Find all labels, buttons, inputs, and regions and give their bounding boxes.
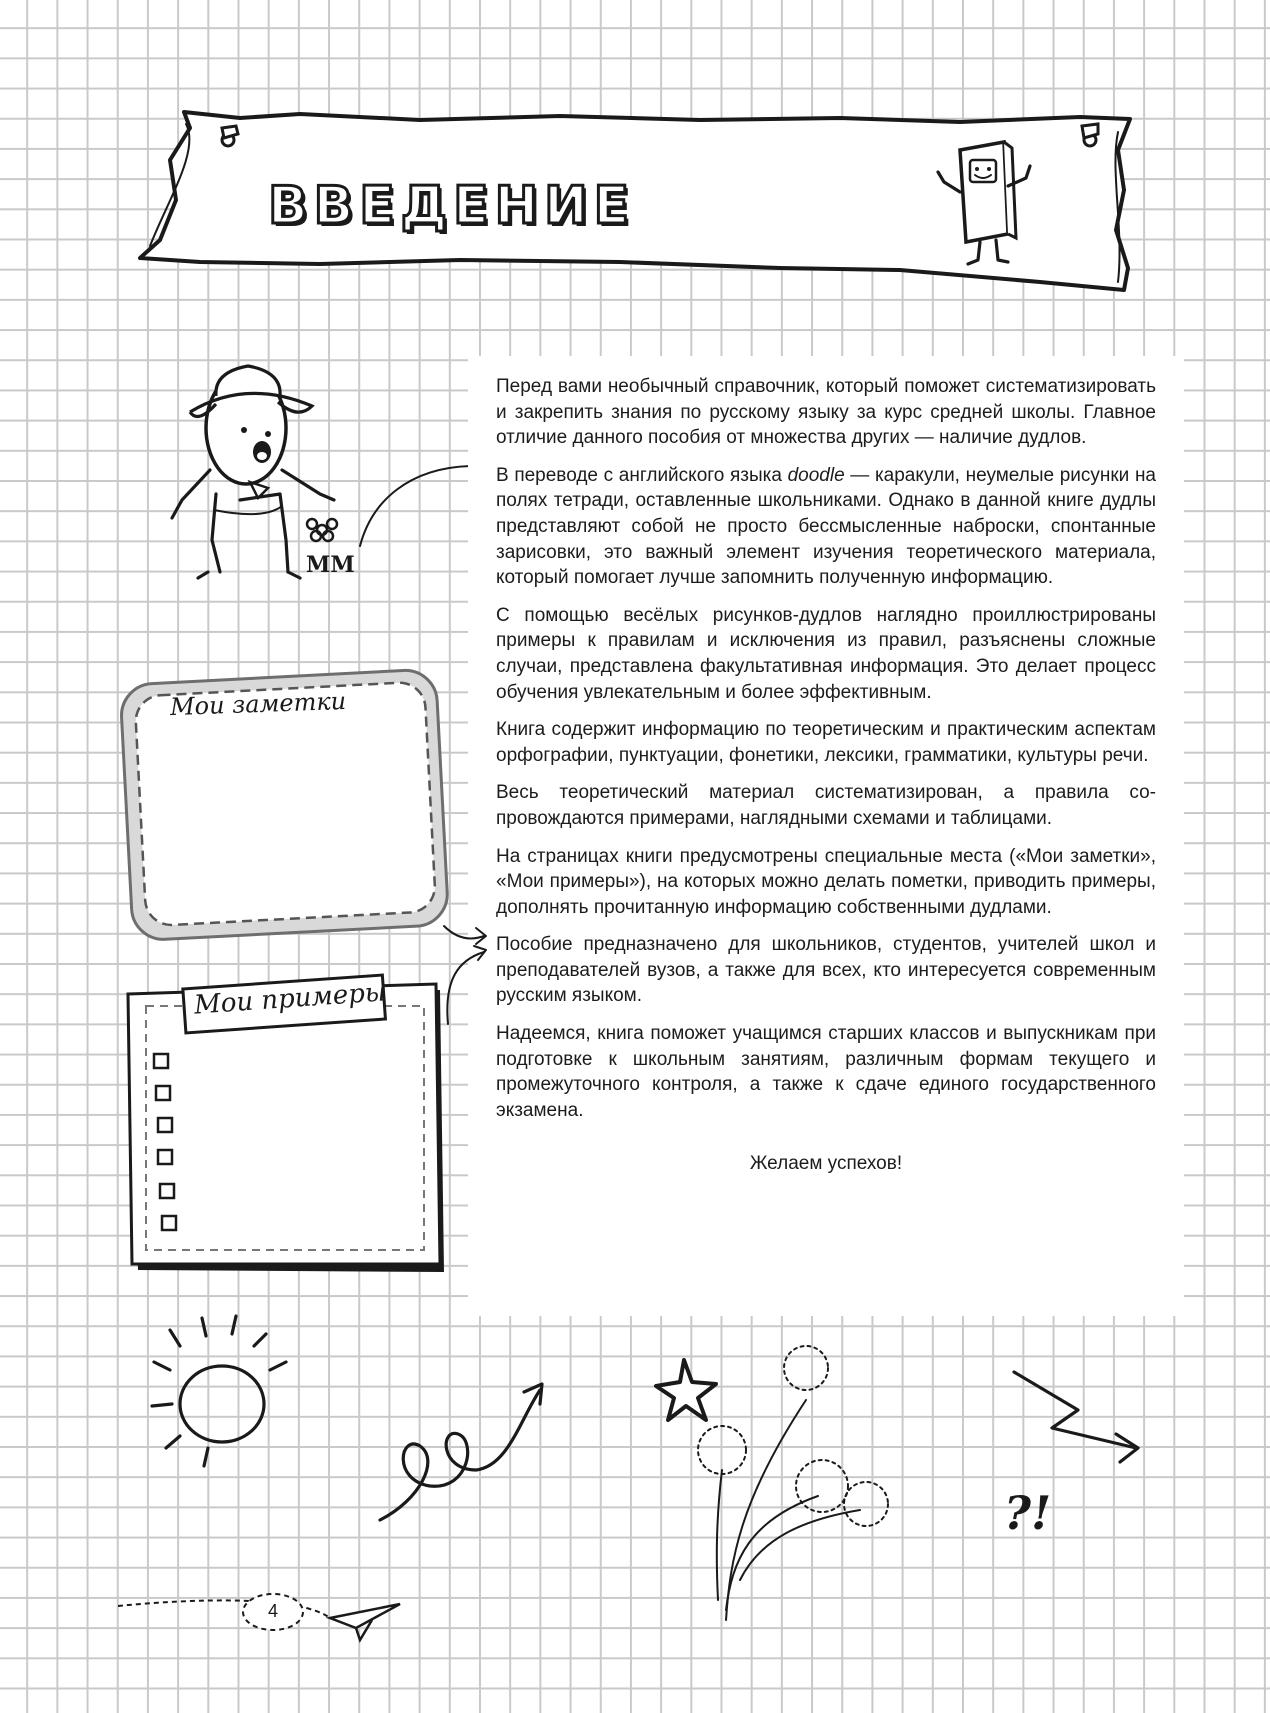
intro-paragraph-6: На страницах книги предусмотрены специальные места («Мои заметки», «Мои примеры»), на которых можно делать пометки, приводить примеры, дополнять прочитанную информацию собственными дудлами. xyxy=(496,845,1156,918)
page-number: 4 xyxy=(267,1601,278,1621)
intro-paragraph-8: Надеемся, книга поможет учащимся старших классов и выпускникам при подготовке к школьным занятиям, различным формам текущего и промежуточного контроля, а также к сдаче единого государственного экзамена. xyxy=(496,1023,1156,1121)
p2-suffix: — каракули, неумелые рисунки на полях тетради, оставленные школьниками. Однако в данной книге дудлы представляют собой не просто бессмысленные наброски, спонтанные зарисовки, это важный элемент изучения теоретического материала, который помогает лучше запомнить полученную информацию. xyxy=(496,464,1157,589)
zigzag-arrow-icon xyxy=(1014,1372,1138,1462)
grass-doodle: MM xyxy=(306,552,355,578)
loop-arrow-icon xyxy=(380,1384,542,1520)
notes-label: Мои заметки xyxy=(169,686,347,722)
p2-prefix: В переводе с английского языка xyxy=(496,464,788,486)
doodle-term: doodle xyxy=(787,464,845,486)
intro-paragraph-1: Перед вами необычный справочник, который поможет систематизировать и закрепить знания по русскому языку за курс средней школы. Главное отличие данного пособия от множества других — наличие дудлов. xyxy=(496,376,1156,449)
examples-label: Мои примеры xyxy=(193,977,387,1021)
closing-wish: Желаем успехов! xyxy=(749,1153,903,1175)
intro-paragraph-4: Книга содержит информацию по теоретическим и практическим аспектам орфографии, пунктуации, фонетики, лексики, грамматики, культуры речи. xyxy=(496,719,1156,766)
intro-paragraph-3: С помощью весёлых рисунков-дудлов наглядно проиллюстрированы примеры к правилам и исключения из правил, разъяснены сложные случаи, представлена факультативная информация. Это делает процесс обучения увлекательным и более эффективным. xyxy=(496,604,1156,703)
page-title: ВВЕДЕНИЕ xyxy=(268,176,636,236)
punctuation-doodle: ?! xyxy=(1004,1486,1052,1540)
sun-icon xyxy=(152,1316,286,1466)
star-icon xyxy=(656,1360,716,1420)
intro-paragraph-7: Пособие предназначено для школьников, студентов, учителей школ и преподавателей вузов, а также для всех, кто интересуется современным русским языком. xyxy=(496,934,1156,1007)
fireworks-icon xyxy=(698,1346,888,1620)
intro-paragraph-5: Весь теоретический материал систематизирован, а правила сопровождаются примерами, наглядными схемами и таблицами. xyxy=(496,782,1156,829)
